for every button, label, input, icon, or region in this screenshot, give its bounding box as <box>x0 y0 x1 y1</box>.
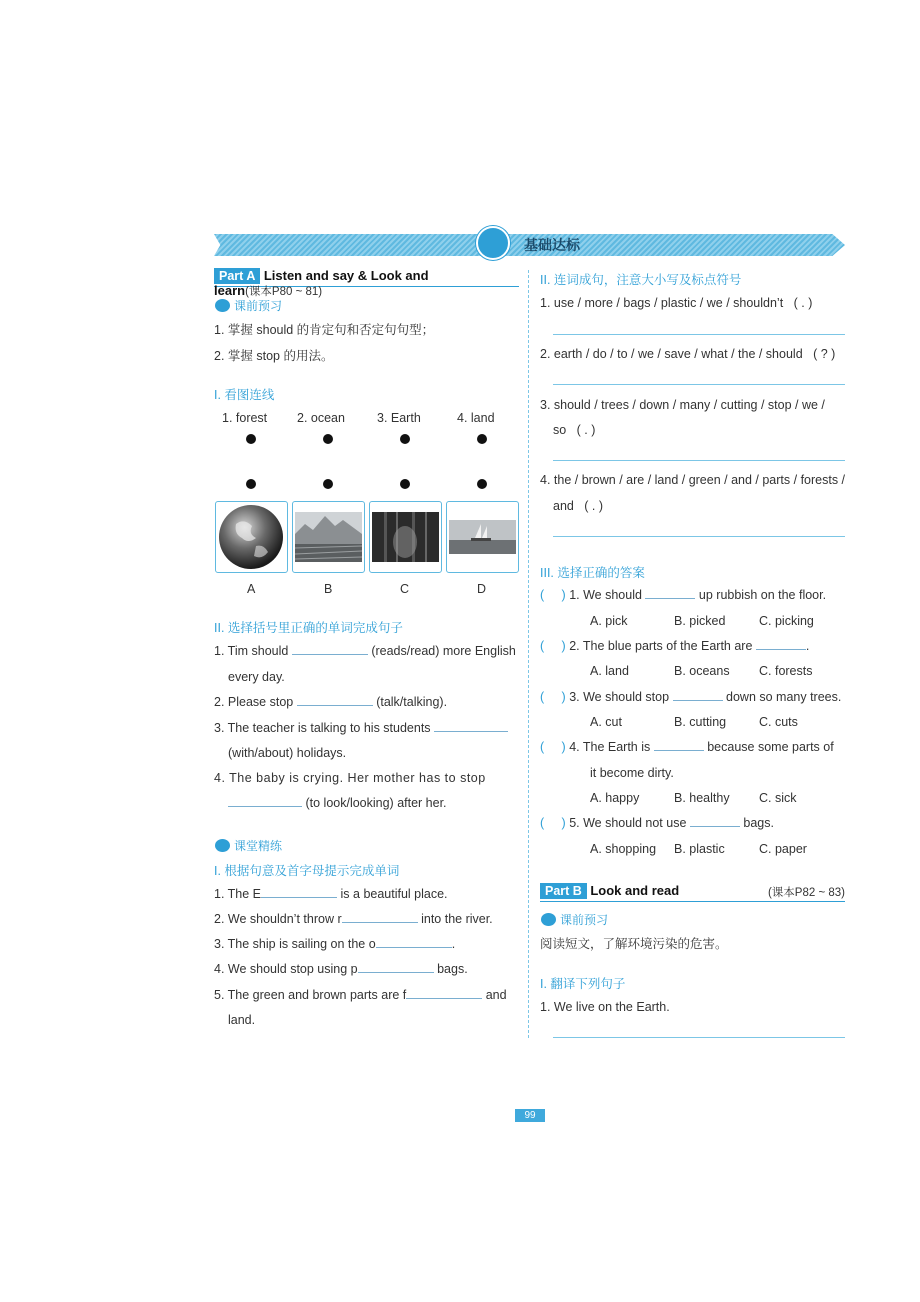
mc-q5-opt-b[interactable]: B. plastic <box>674 842 725 856</box>
answer-line[interactable] <box>553 1037 845 1038</box>
part-a-header <box>214 268 519 298</box>
mc-q5-opt-c[interactable]: C. paper <box>759 842 807 856</box>
forest-icon <box>370 502 441 572</box>
choose-q1-cont: every day. <box>228 670 285 684</box>
preview-item-1: 1. 掌握 should 的肯定句和否定句句型； <box>214 323 435 337</box>
choose-q3-cont: (with/about) holidays. <box>228 746 347 760</box>
mc-q2: ( ) 2. The blue parts of the Earth are . <box>540 639 810 653</box>
mc-q3-opt-a[interactable]: A. cut <box>590 715 622 729</box>
mc-q5: ( ) 5. We should not use bags. <box>540 816 774 830</box>
mc-q4-cont: it become dirty. <box>590 766 674 780</box>
pill-icon <box>215 299 230 312</box>
answer-paren[interactable]: ( ) <box>540 740 566 754</box>
picture-forest <box>369 501 442 573</box>
answer-blank[interactable] <box>228 806 302 807</box>
mc-q4-opt-c[interactable]: C. sick <box>759 791 797 805</box>
letter-b: B <box>324 582 333 596</box>
answer-blank[interactable] <box>297 705 373 706</box>
pill-icon <box>215 839 230 852</box>
preview-item-2: 2. 掌握 stop 的用法。 <box>214 349 334 363</box>
practice-q3: 3. The ship is sailing on the o . <box>214 937 456 951</box>
translate-q1: 1. We live on the Earth. <box>540 1000 670 1014</box>
answer-blank[interactable] <box>261 897 337 898</box>
part-b-preview-text: 阅读短文，了解环境污染的危害。 <box>540 937 728 951</box>
answer-paren[interactable]: ( ) <box>540 690 566 704</box>
earth-icon <box>216 502 287 572</box>
mc-q3-opt-b[interactable]: B. cutting <box>674 715 727 729</box>
order-q2: 2. earth / do / to / we / save / what / the / should ( ? ) <box>540 347 836 361</box>
match-dot-bottom-3[interactable] <box>400 479 410 489</box>
mc-q2-opt-a[interactable]: A. land <box>590 664 629 678</box>
part-a-title: Listen and say & Look and learn <box>214 268 429 298</box>
answer-blank[interactable] <box>756 649 806 650</box>
match-word-3: 3. Earth <box>377 411 421 425</box>
answer-blank[interactable] <box>406 998 482 999</box>
part-b-tag: Part B <box>540 883 587 899</box>
match-dot-top-3[interactable] <box>400 434 410 444</box>
order-q4-cont: and ( . ) <box>553 499 604 513</box>
letter-d: D <box>477 582 487 596</box>
picture-earth <box>215 501 288 573</box>
banner-title: 基础达标 <box>524 238 580 254</box>
practice-q5: 5. The green and brown parts are f and <box>214 988 507 1002</box>
mc-q1: ( ) 1. We should up rubbish on the floor. <box>540 588 827 602</box>
answer-line[interactable] <box>553 334 845 335</box>
mc-q4-opt-b[interactable]: B. healthy <box>674 791 730 805</box>
order-q4: 4. the / brown / are / land / green / and / parts / forests / <box>540 473 846 487</box>
match-heading: I. 看图连线 <box>214 388 275 402</box>
part-b-title: Look and read <box>590 883 680 898</box>
order-heading: II. 连词成句，注意大小写及标点符号 <box>540 273 742 287</box>
answer-blank[interactable] <box>358 972 434 973</box>
order-q3-cont: so ( . ) <box>553 423 596 437</box>
match-dot-top-1[interactable] <box>246 434 256 444</box>
answer-blank[interactable] <box>673 700 723 701</box>
mc-heading: III. 选择正确的答案 <box>540 566 645 580</box>
match-word-1: 1. forest <box>222 411 268 425</box>
answer-paren[interactable]: ( ) <box>540 816 566 830</box>
order-q3: 3. should / trees / down / many / cutting / stop / we / <box>540 398 825 412</box>
part-a-ref: (课本P80 ~ 81) <box>245 286 323 298</box>
letter-a: A <box>247 582 256 596</box>
mc-q1-opt-b[interactable]: B. picked <box>674 614 726 628</box>
match-dot-bottom-4[interactable] <box>477 479 487 489</box>
mc-q2-opt-b[interactable]: B. oceans <box>674 664 730 678</box>
answer-blank[interactable] <box>376 947 452 948</box>
part-a-tag: Part A <box>214 268 260 284</box>
pill-icon <box>541 913 556 926</box>
practice-q5-cont: land. <box>228 1013 256 1027</box>
page-number: 99 <box>515 1109 545 1122</box>
picture-land <box>292 501 365 573</box>
answer-blank[interactable] <box>690 826 740 827</box>
mascot-icon <box>476 226 510 260</box>
answer-blank[interactable] <box>645 598 695 599</box>
land-icon <box>293 502 364 572</box>
mc-q2-opt-c[interactable]: C. forests <box>759 664 813 678</box>
choose-q4-cont: (to look/looking) after her. <box>228 796 447 810</box>
mc-q3-opt-c[interactable]: C. cuts <box>759 715 798 729</box>
choose-q2: 2. Please stop (talk/talking). <box>214 695 448 709</box>
answer-blank[interactable] <box>342 922 418 923</box>
match-dot-bottom-2[interactable] <box>323 479 333 489</box>
match-dot-top-4[interactable] <box>477 434 487 444</box>
mc-q1-opt-a[interactable]: A. pick <box>590 614 628 628</box>
letter-c: C <box>400 582 410 596</box>
translate-heading: I. 翻译下列句子 <box>540 977 626 991</box>
match-dot-bottom-1[interactable] <box>246 479 256 489</box>
column-divider <box>528 270 529 1038</box>
mc-q4: ( ) 4. The Earth is because some parts of <box>540 740 834 754</box>
answer-blank[interactable] <box>434 731 508 732</box>
answer-line[interactable] <box>553 460 845 461</box>
answer-line[interactable] <box>553 536 845 537</box>
choose-heading: II. 选择括号里正确的单词完成句子 <box>214 621 403 635</box>
match-dot-top-2[interactable] <box>323 434 333 444</box>
part-b-preview-label: 课前预习 <box>541 911 608 928</box>
answer-paren[interactable]: ( ) <box>540 639 566 653</box>
ocean-icon <box>447 502 518 572</box>
practice-q1: 1. The E is a beautiful place. <box>214 887 448 901</box>
order-q1: 1. use / more / bags / plastic / we / shouldn’t ( . ) <box>540 296 813 310</box>
part-b-header <box>540 883 845 902</box>
answer-line[interactable] <box>553 384 845 385</box>
choose-q1: 1. Tim should (reads/read) more English <box>214 644 516 658</box>
mc-q5-opt-a[interactable]: A. shopping <box>590 842 657 856</box>
practice-q2: 2. We shouldn’t throw r into the river. <box>214 912 493 926</box>
mc-q4-opt-a[interactable]: A. happy <box>590 791 640 805</box>
answer-blank[interactable] <box>654 750 704 751</box>
choose-q4: 4. The baby is crying. Her mother has to stop <box>214 771 486 785</box>
mc-q1-opt-c[interactable]: C. picking <box>759 614 814 628</box>
practice-q4: 4. We should stop using p bags. <box>214 962 468 976</box>
picture-ocean <box>446 501 519 573</box>
choose-q3: 3. The teacher is talking to his students <box>214 721 508 735</box>
practice-label: 课堂精练 <box>215 837 282 854</box>
answer-blank[interactable] <box>292 654 368 655</box>
mc-q3: ( ) 3. We should stop down so many trees. <box>540 690 842 704</box>
answer-paren[interactable]: ( ) <box>540 588 566 602</box>
match-word-2: 2. ocean <box>297 411 345 425</box>
match-word-4: 4. land <box>457 411 495 425</box>
part-b-ref: (课本P82 ~ 83) <box>767 887 845 899</box>
preview-label: 课前预习 <box>215 297 282 314</box>
practice-heading: I. 根据句意及首字母提示完成单词 <box>214 864 400 878</box>
